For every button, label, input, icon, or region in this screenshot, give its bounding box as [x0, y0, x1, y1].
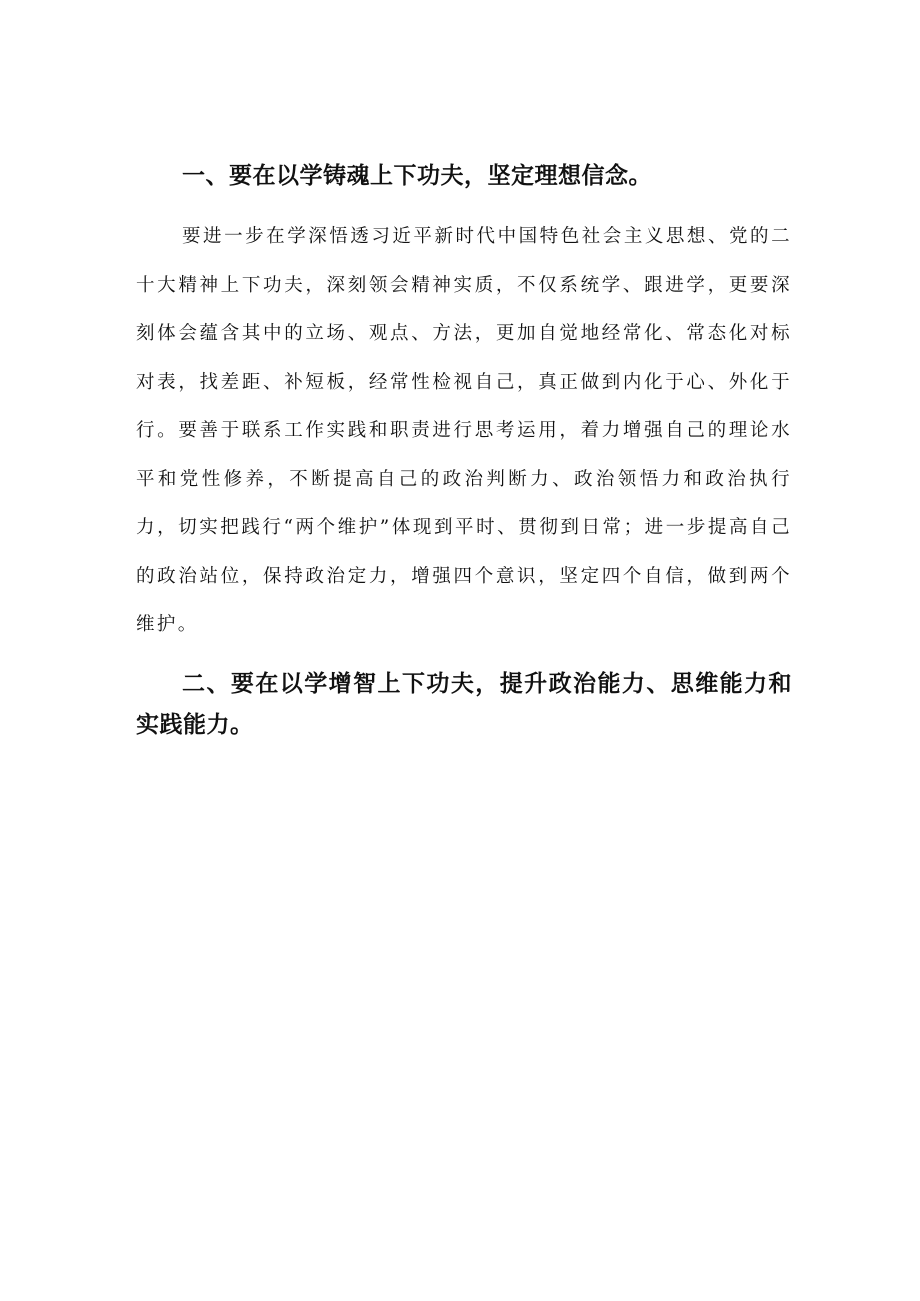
- section-two-heading: 二、要在以学增智上下功夫，提升政治能力、思维能力和实践能力。: [136, 670, 792, 738]
- section-one-paragraph: 要进一步在学深悟透习近平新时代中国特色社会主义思想、党的二十大精神上下功夫，深刻领会精神实质，不仅系统学、跟进学，更要深刻体会蕴含其中的立场、观点、方法，更加自觉地经常化、常态化对标对表，找差距、补短板，经常性检视自己，真正做到内化于心、外化于行。要善于联系工作实践和职责进行思考运用，着力增强自己的理论水平和党性修养，不断提高自己的政治判断力、政治领悟力和政治执行力，切实把践行“两个维护”体现到平时、贯彻到日常；进一步提高自己的政治站位，保持政治定力，增强四个意识，坚定四个自信，做到两个维护。: [136, 226, 792, 635]
- section-one-heading: 一、要在以学铸魂上下功夫，坚定理想信念。: [182, 163, 652, 189]
- document-body: [136, 158, 792, 746]
